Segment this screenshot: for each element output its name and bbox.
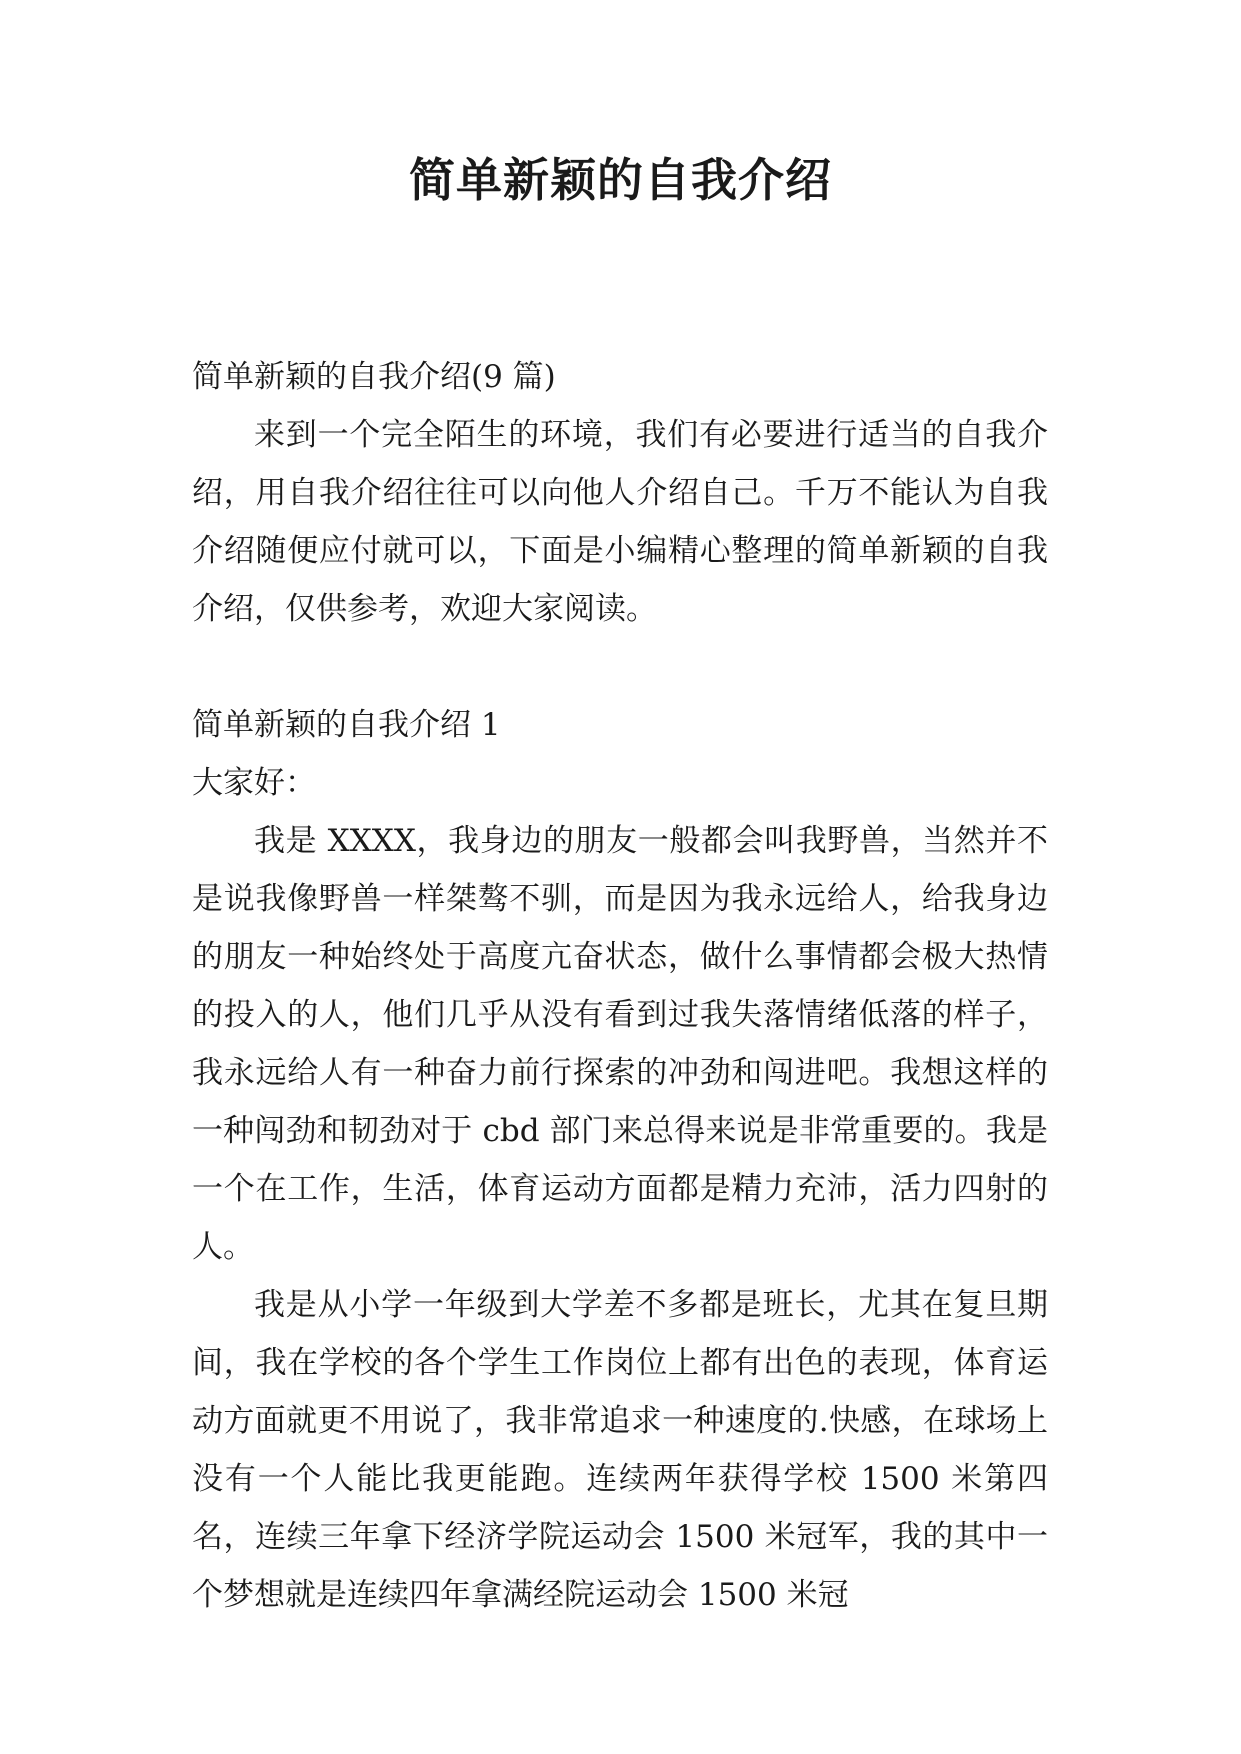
greeting-line: 大家好： — [192, 765, 316, 801]
document-body — [192, 348, 1048, 1624]
body-paragraph-1: 我是 XXXX，我身边的朋友一般都会叫我野兽，当然并不是说我像野兽一样桀骜不驯，而是因为我永远给人，给我身边的朋友一种始终处于高度亢奋状态，做什么事情都会极大热情的投入的人，他们几乎从没有看到过我失落情绪低落的样子，我永远给人有一种奋力前行探索的冲劲和闯进吧。我想这样的一种闯劲和韧劲对于 cbd 部门来总得来说是非常重要的。我是一个在工作，生活，体育运动方面都是精力充沛，活力四射的人。 — [192, 823, 1048, 1265]
intro-paragraph: 来到一个完全陌生的环境，我们有必要进行适当的自我介绍，用自我介绍往往可以向他人介绍自己。千万不能认为自我介绍随便应付就可以，下面是小编精心整理的简单新颖的自我介绍，仅供参考，欢迎大家阅读。 — [192, 417, 1048, 627]
section-heading: 简单新颖的自我介绍 1 — [192, 707, 501, 743]
document-title: 简单新颖的自我介绍 — [409, 153, 832, 207]
document-subtitle: 简单新颖的自我介绍(9 篇) — [192, 359, 556, 395]
body-paragraph-2: 我是从小学一年级到大学差不多都是班长，尤其在复旦期间，我在学校的各个学生工作岗位上都有出色的表现，体育运动方面就更不用说了，我非常追求一种速度的.快感，在球场上没有一个人能比我更能跑。连续两年获得学校 1500 米第四名，连续三年拿下经济学院运动会 1500 米冠军，我的其中一个梦想就是连续四年拿满经院运动会 1500 米冠 — [192, 1287, 1048, 1613]
